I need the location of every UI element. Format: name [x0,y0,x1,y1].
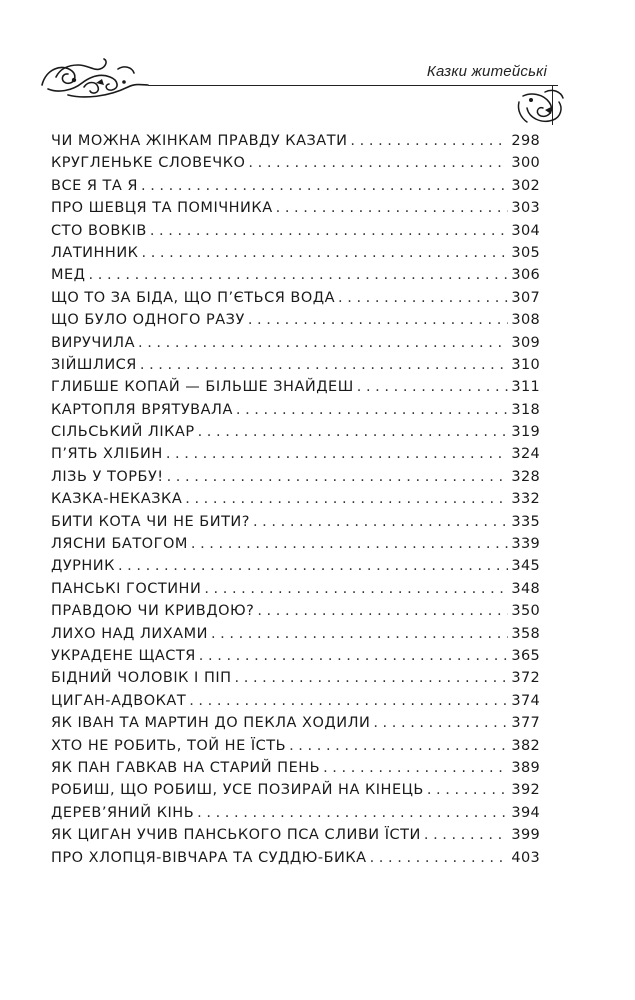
toc-entry-page: 374 [511,692,540,709]
toc-dot-leader [167,466,509,488]
toc-entry [51,130,540,152]
toc-entry-page: 300 [511,155,540,172]
toc-entry-page: 377 [511,715,540,732]
toc-entry-page: 332 [511,491,540,508]
toc-entry-title: МЕД [51,267,86,284]
toc-entry [51,421,540,443]
toc-dot-leader [191,533,509,555]
toc-entry [51,220,540,242]
toc-entry [51,466,540,488]
toc-dot-leader [253,511,508,533]
toc-entry-page: 324 [511,446,540,463]
toc-dot-leader [323,757,508,779]
toc-entry-page: 348 [511,580,540,597]
toc-entry-page: 328 [511,468,540,485]
toc-entry-title: П’ЯТЬ ХЛІБИН [51,446,163,463]
toc-entry [51,623,540,645]
header-rule [148,85,558,86]
toc-entry-title: КРУГЛЕНЬКЕ СЛОВЕЧКО [51,155,246,172]
toc-entry-title: УКРАДЕНЕ ЩАСТЯ [51,647,196,664]
toc-entry [51,533,540,555]
toc-entry-page: 306 [511,267,540,284]
toc-dot-leader [198,421,509,443]
toc-dot-leader [257,600,508,622]
toc-entry-page: 345 [511,558,540,575]
toc-entry-title: ПАНСЬКІ ГОСТИНИ [51,580,202,597]
toc-entry-page: 304 [511,222,540,239]
toc-entry-title: КАЗКА-НЕКАЗКА [51,491,183,508]
toc-dot-leader [141,175,508,197]
toc-dot-leader [199,645,509,667]
toc-dot-leader [236,399,509,421]
toc-entry-title: ПРО ШЕВЦЯ ТА ПОМІЧНИКА [51,200,273,217]
toc-dot-leader [166,443,509,465]
toc-entry-page: 311 [511,379,540,396]
toc-dot-leader [204,578,508,600]
toc-entry-page: 307 [511,289,540,306]
toc-entry [51,443,540,465]
toc-entry [51,824,540,846]
toc-entry [51,600,540,622]
toc-entry [51,354,540,376]
toc-dot-leader [140,354,509,376]
toc-entry-title: ДУРНИК [51,558,115,575]
toc-entry-title: ЛАТИННИК [51,244,139,261]
toc-entry-page: 339 [511,536,540,553]
toc-entry-page: 399 [511,827,540,844]
toc-entry-title: ЯК ІВАН ТА МАРТИН ДО ПЕКЛА ХОДИЛИ [51,715,371,732]
toc-dot-leader [89,264,509,286]
toc-entry-page: 394 [511,804,540,821]
toc-entry [51,735,540,757]
toc-entry-title: ЗІЙШЛИСЯ [51,356,137,373]
ornament-flourish-icon [38,55,150,100]
toc-entry-page: 389 [511,759,540,776]
toc-entry [51,757,540,779]
toc-dot-leader [427,779,509,801]
toc-entry-page: 335 [511,513,540,530]
toc-entry-page: 309 [511,334,540,351]
toc-dot-leader [248,309,509,331]
toc-dot-leader [370,847,509,869]
toc-entry [51,197,540,219]
toc-entry [51,399,540,421]
toc-dot-leader [138,332,508,354]
toc-entry-page: 318 [511,401,540,418]
toc-dot-leader [211,623,508,645]
toc-entry [51,690,540,712]
toc-entry-page: 403 [511,849,540,866]
page-header [0,0,635,140]
toc-entry [51,175,540,197]
toc-entry [51,264,540,286]
toc-entry [51,309,540,331]
toc-entry-page: 298 [511,133,540,149]
toc-entry [51,152,540,174]
toc-entry [51,376,540,398]
toc-entry-title: ХТО НЕ РОБИТЬ, ТОЙ НЕ ЇСТЬ [51,737,287,754]
toc-entry-title: ЦИГАН-АДВОКАТ [51,692,187,709]
toc-entry [51,242,540,264]
toc-dot-leader [289,735,508,757]
toc-entry-title: ЩО БУЛО ОДНОГО РАЗУ [51,312,245,329]
toc-entry-page: 372 [511,670,540,687]
toc-entry-page: 365 [511,647,540,664]
toc-entry-title: ВСЕ Я ТА Я [51,177,138,194]
toc-entry-title: ЛЯСНИ БАТОГОМ [51,536,188,553]
toc-dot-leader [350,130,508,152]
toc-entry-title: СІЛЬСЬКИЙ ЛІКАР [51,424,195,441]
toc-entry-title: ЩО ТО ЗА БІДА, ЩО П’ЄТЬСЯ ВОДА [51,289,336,306]
toc-entry [51,488,540,510]
toc-entry [51,847,540,869]
toc-entry-page: 358 [511,625,540,642]
toc-entry-title: ВИРУЧИЛА [51,334,135,351]
toc-entry-page: 319 [511,424,540,441]
toc-entry-title: КАРТОПЛЯ ВРЯТУВАЛА [51,401,233,418]
toc-entry-page: 310 [511,356,540,373]
toc-entry-page: 308 [511,312,540,329]
toc-dot-leader [185,488,508,510]
toc-entry [51,287,540,309]
toc-entry-title: ЛИХО НАД ЛИХАМИ [51,625,208,642]
toc-dot-leader [141,242,508,264]
toc-entry-title: ПРАВДОЮ ЧИ КРИВДОЮ? [51,603,255,620]
toc-dot-leader [248,152,508,174]
toc-entry-title: СТО ВОВКІВ [51,222,147,239]
toc-dot-leader [189,690,508,712]
toc-entry-title: БІДНИЙ ЧОЛОВІК І ПІП [51,670,232,687]
toc-entry-page: 302 [511,177,540,194]
ornament-corner-icon [515,88,567,130]
toc-entry-title: ЛІЗЬ У ТОРБУ! [51,468,164,485]
toc-entry-title: ГЛИБШЕ КОПАЙ — БІЛЬШЕ ЗНАЙДЕШ [51,379,354,396]
toc-entry [51,667,540,689]
table-of-contents [51,130,540,869]
toc-entry-title: РОБИШ, ЩО РОБИШ, УСЕ ПОЗИРАЙ НА КІНЕЦЬ [51,782,424,799]
toc-dot-leader [424,824,509,846]
toc-entry [51,802,540,824]
toc-entry-page: 350 [511,603,540,620]
toc-entry-title: ЯК ПАН ГАВКАВ НА СТАРИЙ ПЕНЬ [51,759,321,776]
toc-entry [51,332,540,354]
toc-dot-leader [357,376,509,398]
toc-entry-title: ПРО ХЛОПЦЯ-ВІВЧАРА ТА СУДДЮ-БИКА [51,849,367,866]
toc-entry [51,578,540,600]
toc-entry-page: 392 [511,782,540,799]
toc-dot-leader [197,802,508,824]
toc-dot-leader [235,667,509,689]
toc-entry-title: БИТИ КОТА ЧИ НЕ БИТИ? [51,513,250,530]
toc-entry [51,712,540,734]
running-title: Казки житейські [426,63,547,80]
toc-dot-leader [118,555,508,577]
toc-entry [51,645,540,667]
toc-dot-leader [338,287,508,309]
toc-dot-leader [373,712,508,734]
toc-entry-title: ЯК ЦИГАН УЧИВ ПАНСЬКОГО ПСА СЛИВИ ЇСТИ [51,827,421,844]
toc-entry-title: ЧИ МОЖНА ЖІНКАМ ПРАВДУ КАЗАТИ [51,133,348,149]
toc-entry [51,779,540,801]
toc-entry [51,555,540,577]
toc-entry-page: 305 [511,244,540,261]
toc-entry-page: 382 [511,737,540,754]
toc-dot-leader [150,220,509,242]
toc-dot-leader [276,197,509,219]
toc-entry-page: 303 [511,200,540,217]
toc-entry-title: ДЕРЕВ’ЯНИЙ КІНЬ [51,804,195,821]
toc-entry [51,511,540,533]
